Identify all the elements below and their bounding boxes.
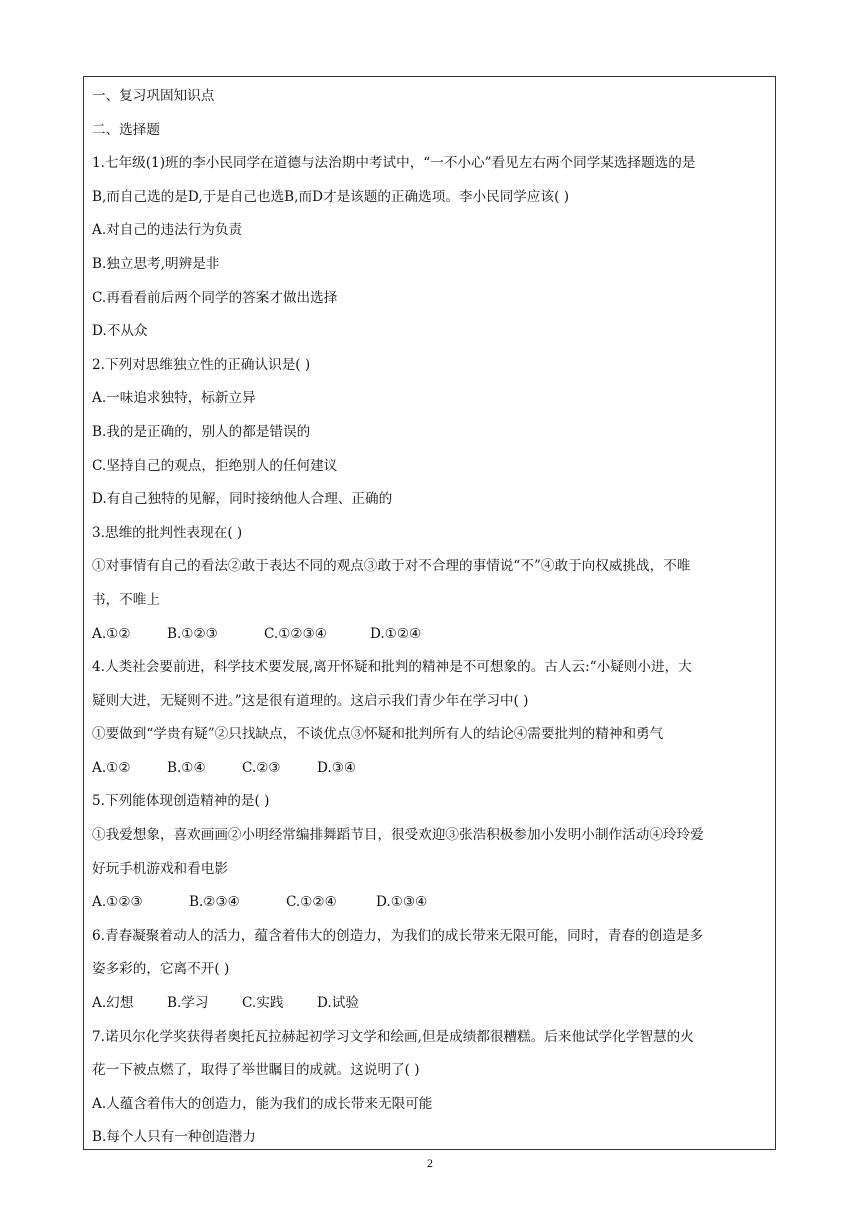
- question-2-option-a: A.一味追求独特，标新立异: [92, 390, 256, 407]
- question-5-option-b: B.②③④: [189, 894, 240, 911]
- question-1-option-d: D.不从众: [92, 323, 148, 340]
- question-6-option-a: A.幻想: [92, 995, 134, 1012]
- question-1-option-a: A.对自己的违法行为负责: [92, 222, 243, 239]
- question-4-option-b: B.①④: [167, 759, 206, 776]
- question-3-option-c: C.①②③④: [264, 625, 327, 642]
- question-3-option-b: B.①②③: [167, 625, 218, 642]
- question-3-statements-cont: 书，不唯上: [92, 591, 160, 608]
- question-4-options: [92, 752, 772, 786]
- question-3-option-d: D.①②④: [370, 625, 422, 642]
- question-6-options: [92, 987, 772, 1021]
- question-4-option-d: D.③④: [317, 759, 357, 776]
- question-6-text-cont: 姿多彩的，它离不开( ): [92, 961, 230, 978]
- question-3-statements: ①对事情有自己的看法②敢于表达不同的观点③敢于对不合理的事情说“不”④敢于向权威挑战，不唯: [92, 558, 691, 575]
- question-1-text-cont: B,而自己选的是D,于是自己也选B,而D才是该题的正确选项。李小民同学应该( ): [92, 188, 569, 205]
- page-number: 2: [427, 1156, 433, 1170]
- question-2-option-c: C.坚持自己的观点，拒绝别人的任何建议: [92, 457, 338, 474]
- question-7-option-a: A.人蕴含着伟大的创造力，能为我们的成长带来无限可能: [92, 1095, 433, 1112]
- question-4-text-cont: 疑则大进，无疑则不进。”这是很有道理的。这启示我们青少年在学习中( ): [92, 692, 529, 709]
- question-7-text-cont: 花一下被点燃了，取得了举世瞩目的成就。这说明了( ): [92, 1062, 420, 1079]
- question-2-option-b: B.我的是正确的，别人的都是错误的: [92, 423, 311, 440]
- question-7-option-b: B.每个人只有一种创造潜力: [92, 1129, 256, 1146]
- question-5-options: [92, 886, 772, 920]
- question-4-option-c: C.②③: [242, 759, 281, 776]
- question-5-statements: ①我爱想象，喜欢画画②小明经常编排舞蹈节目，很受欢迎③张浩积极参加小发明小制作活动④玲玲爱: [92, 827, 704, 844]
- document-body: [92, 80, 772, 1155]
- question-6-option-d: D.试验: [317, 995, 359, 1012]
- question-2-text: 2.下列对思维独立性的正确认识是( ): [92, 356, 311, 373]
- question-4-text: 4.人类社会要前进，科学技术要发展,离开怀疑和批判的精神是不可想象的。古人云:“小疑则小进，大: [92, 659, 692, 676]
- question-4-option-a: A.①②: [92, 759, 131, 776]
- question-3-options: [92, 618, 772, 652]
- question-3-option-a: A.①②: [92, 625, 131, 642]
- section-heading-review: 一、复习巩固知识点: [92, 88, 215, 104]
- question-2-option-d: D.有自己独特的见解，同时接纳他人合理、正确的: [92, 491, 393, 508]
- question-5-option-d: D.①③④: [376, 894, 428, 911]
- question-3-text: 3.思维的批判性表现在( ): [92, 524, 243, 541]
- question-5-statements-cont: 好玩手机游戏和看电影: [92, 860, 228, 877]
- question-1-text: 1.七年级(1)班的李小民同学在道德与法治期中考试中，“一不小心”看见左右两个同学某选择题选的是: [92, 155, 696, 172]
- question-5-option-c: C.①②④: [286, 894, 337, 911]
- question-5-text: 5.下列能体现创造精神的是( ): [92, 793, 270, 810]
- question-1-option-c: C.再看看前后两个同学的答案才做出选择: [92, 289, 338, 306]
- question-1-option-b: B.独立思考,明辨是非: [92, 255, 220, 272]
- question-5-option-a: A.①②③: [92, 894, 143, 911]
- question-6-option-c: C.实践: [242, 995, 284, 1012]
- question-6-text: 6.青春凝聚着动人的活力，蕴含着伟大的创造力，为我们的成长带来无限可能，同时，青春的创造是多: [92, 927, 704, 944]
- section-heading-choice: 二、选择题: [92, 121, 160, 138]
- question-6-option-b: B.学习: [167, 995, 209, 1012]
- question-7-text: 7.诺贝尔化学奖获得者奥托瓦拉赫起初学习文学和绘画,但是成绩都很糟糕。后来他试学化学智慧的火: [92, 1028, 694, 1045]
- question-4-statements: ①要做到“学贵有疑”②只找缺点，不谈优点③怀疑和批判所有人的结论④需要批判的精神和勇气: [92, 726, 664, 743]
